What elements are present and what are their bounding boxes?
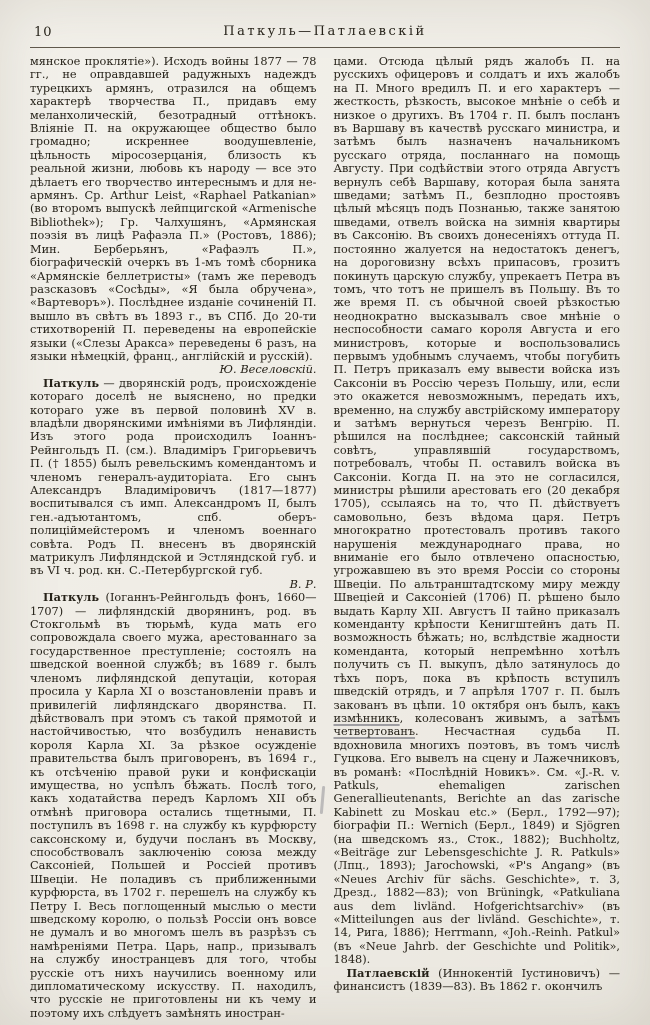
- column-right: [334, 55, 621, 1020]
- page-header: [30, 24, 620, 42]
- entry-headword: Паткуль: [43, 375, 100, 390]
- page-number: 10: [34, 25, 53, 40]
- author-signature: Ю. Веселовскій.: [219, 363, 317, 377]
- column-left: [30, 55, 317, 1020]
- paragraph: [334, 55, 621, 967]
- text-run: (Иннокентій Іустиновичъ) — финансистъ (1839—83). Въ 1862 г. окончилъ: [333, 966, 620, 994]
- text-run: (Іоганнъ-Рейнгольдъ фонъ, 1660—1707) — лифляндскій дворянинъ, род. въ Стокгольмѣ въ тюрьмѣ, куда мать его сопровождала своего мужа, арестованнаго за государственное преступленіе; состоялъ на шведской военной службѣ; въ 1689 г. былъ членомъ лифляндской депутаціи, которая просила у Карла XI о возстановленіи правъ и привилегій лифляндскаго дворянства. П. дѣйствовалъ при этомъ съ такой прямотой и настойчивостью, что возбудилъ ненависть короля Карла XI. За рѣзкое осужденіе правительства былъ приговоренъ, въ 1694 г., къ отсѣченію правой руки и конфискаціи имущества, но успѣлъ бѣжать. Послѣ того, какъ ходатайства передъ Карломъ XII объ отмѣнѣ приговора остались тщетными, П. поступилъ въ 1698 г. на службу къ курфюрсту саксонскому и, будучи посланъ въ Москву, способствовалъ заключенію союза между Саксоніей, Польшей и Россіей противъ Швеціи. Не поладивъ съ приближенными курфюрста, въ 1702 г. перешелъ на службу къ Петру I. Весь поглощенный мыслью о мести шведскому королю, о пользѣ Россіи онъ вовсе не думалъ и во многомъ шелъ въ разрѣзъ съ намѣреніями Петра. Царь, напр., призывалъ на службу иностранцевъ для того, чтобы русскіе отъ нихъ научились военному или дипломатическому искусству. П. находилъ, что русскіе не приготовлены ни къ чему и поэтому ихъ слѣдуетъ замѣнять иностран-: [30, 591, 317, 1020]
- text-run: , колесованъ живымъ, а затѣмъ: [399, 711, 620, 725]
- paragraph: [334, 967, 621, 994]
- running-title: Паткуль—Патлаевскій: [223, 24, 427, 39]
- entry-headword: Паткуль: [43, 590, 100, 605]
- header-rule: [30, 47, 620, 48]
- text-run: какъ измѣнникъ: [333, 698, 620, 725]
- text-columns: [30, 55, 620, 1020]
- paragraph: [30, 377, 317, 578]
- text-run: . Несчастная судьба П. вдохновила многихъ поэтовъ, въ томъ числѣ Гуцкова. Его вывелъ на сцену и Лажечниковъ, въ романѣ: «Послѣдній Новикъ». См. «J.-R. v. Patkuls, ehemaligen zarischen Generallieutenants, Berichte an das zarische Kabinett zu Moskau etc.» (Берл., 1792—97); біографіи П.: Wernich (Берл., 1849) и Sjögren (на шведскомъ яз., Сток., 1882); Buchholtz, «Beiträge zur Lebensgeschichte J. R. Patkuls» (Лпц., 1893); Jarochowski, «P's Angang» (въ «Neues Archiv für sächs. Geschichte», т. 3, Дрезд., 1882—83); von Brüningk, «Patkuliana aus dem livländ. Hofgerichtsarchiv» (въ «Mitteilungen aus der livländ. Geschichte», т. 14, Рига, 1886); Herrmann, «Joh.-Reinh. Patkul» (въ «Neue Jahrb. der Geschichte und Politik», 1848).: [333, 725, 620, 967]
- text-run: мянское проклятіе»). Исходъ войны 1877 — 78 гг., не оправдавшей радужныхъ надеждъ турецкихъ армянъ, отразился на общемъ характерѣ творчества П., придавъ ему меланхолическій, безотрадный оттѣнокъ. Вліяніе П. на окружающее общество было громадно; искреннее воодушевленіе, цѣльность міросозерцанія, близость къ реальной жизни, любовь къ народу — все это дѣлаетъ его творчество интереснымъ и для не-армянъ. Ср. Arthur Leist, «Raphael Patkanian» (во второмъ выпускѣ лейпцигской «Armenische Bibliothek»); Гр. Чалхушянъ, «Армянская поэзія въ лицѣ Рафаэла П.» (Ростовъ, 1886); Мин. Берберьянъ, «Рафаэлъ П.», біографическій очеркъ въ 1-мъ томѣ сборника «Армянскіе беллетристы» (тамъ же переводъ разсказовъ «Сосѣды», «Я была обручена», «Вартеворъ»). Послѣднее изданіе сочиненій П. вышло въ свѣтъ въ 1893 г., въ СПб. До 20-ти стихотвореній П. переведены на европейскіе языки («Слезы Аракса» переведены 6 разъ, на языки нѣмецкій, франц., англійскій и русскій).: [30, 55, 317, 363]
- author-signature: В. Р.: [289, 577, 317, 591]
- paragraph: [30, 55, 317, 363]
- text-run: цами. Отсюда цѣлый рядъ жалобъ П. на русскихъ офицеровъ и солдатъ и ихъ жалобъ на П. Много вредилъ П. и его характеръ — жесткость, рѣзкость, высокое мнѣніе о себѣ и низкое о другихъ. Въ 1704 г. П. былъ посланъ въ Варшаву въ качествѣ русскаго министра, и затѣмъ былъ назначенъ начальникомъ русскаго отряда, посланнаго на помощь Августу. При содѣйствіи этого отряда Августъ вернулъ себѣ Варшаву, которая была занята шведами; затѣмъ П., безплодно простоявъ цѣлый мѣсяцъ подъ Познанью, также занятою шведами, отвелъ войска на зимнія квартиры въ Саксонію. Въ своихъ донесеніяхъ оттуда П. постоянно жалуется на недостатокъ денегъ, на дороговизну всѣхъ припасовъ, грозитъ покинуть царскую службу, упрекаетъ Петра въ томъ, что тотъ не пришелъ въ Польшу. Въ то же время П. съ обычной своей рѣзкостью неоднократно высказывалъ свое мнѣніе о неспособности самаго короля Августа и его министровъ, которые и воспользовались первымъ удобнымъ случаемъ, чтобы погубить П. Петръ приказалъ ему вывести войска изъ Саксоніи въ Россію черезъ Польшу, или, если это окажется невозможнымъ, передать ихъ, временно, на службу австрійскому императору и затѣмъ вернуться черезъ Венгрію. П. рѣшился на послѣднее; саксонскій тайный совѣтъ, управлявшій государствомъ, потребовалъ, чтобы П. оставилъ войска въ Саксоніи. Когда П. на это не согласился, министры рѣшили арестовать его (20 декабря 1705), ссылаясь на то, что П. дѣйствуетъ самовольно, безъ вѣдома царя. Петръ многократно протестовалъ противъ такого нарушенія международнаго права, но вниманіе его было отвлечено опасностью, угрожавшею въ это время Россіи со стороны Швеціи. По альтранштадтскому миру между Швеціей и Саксоніей (1706) П. рѣшено было выдать Карлу XII. Августъ II тайно приказалъ коменданту крѣпости Кенигштейнъ дать П. возможность бѣжать; но, вслѣдствіе жадности коменданта, который непремѣнно хотѣлъ получить съ П. выкупъ, дѣло затянулось до тѣхъ поръ, пока въ крѣпость вступилъ шведскій отрядъ, и 7 апрѣля 1707 г. П. былъ закованъ въ цѣпи. 10 октября онъ былъ,: [333, 55, 620, 712]
- paragraph: [30, 591, 317, 1020]
- text-run: — дворянскій родъ, происхожденіе котораго доселѣ не выяснено, но предки котораго уже въ первой половинѣ XV в. владѣли дворянскими имѣніями въ Лифляндіи. Изъ этого рода происходилъ Іоаннъ-Рейнгольдъ П. (см.). Владиміръ Григорьевичъ П. († 1855) былъ ревельскимъ комендантомъ и членомъ генералъ-аудиторіата. Его сынъ Александръ Владиміровичъ (1817—1877) воспитывался съ имп. Александромъ II, былъ ген.-адъютантомъ, спб. оберъ-полиціймейстеромъ и членомъ военнаго совѣта. Родъ П. внесенъ въ дворянскій матрикулъ Лифляндской и Эстляндской губ. и въ VI ч. род. кн. С.-Петербургской губ.: [30, 376, 317, 578]
- entry-headword: Патлаевскій: [346, 965, 430, 980]
- text-run: четвертованъ: [333, 725, 416, 739]
